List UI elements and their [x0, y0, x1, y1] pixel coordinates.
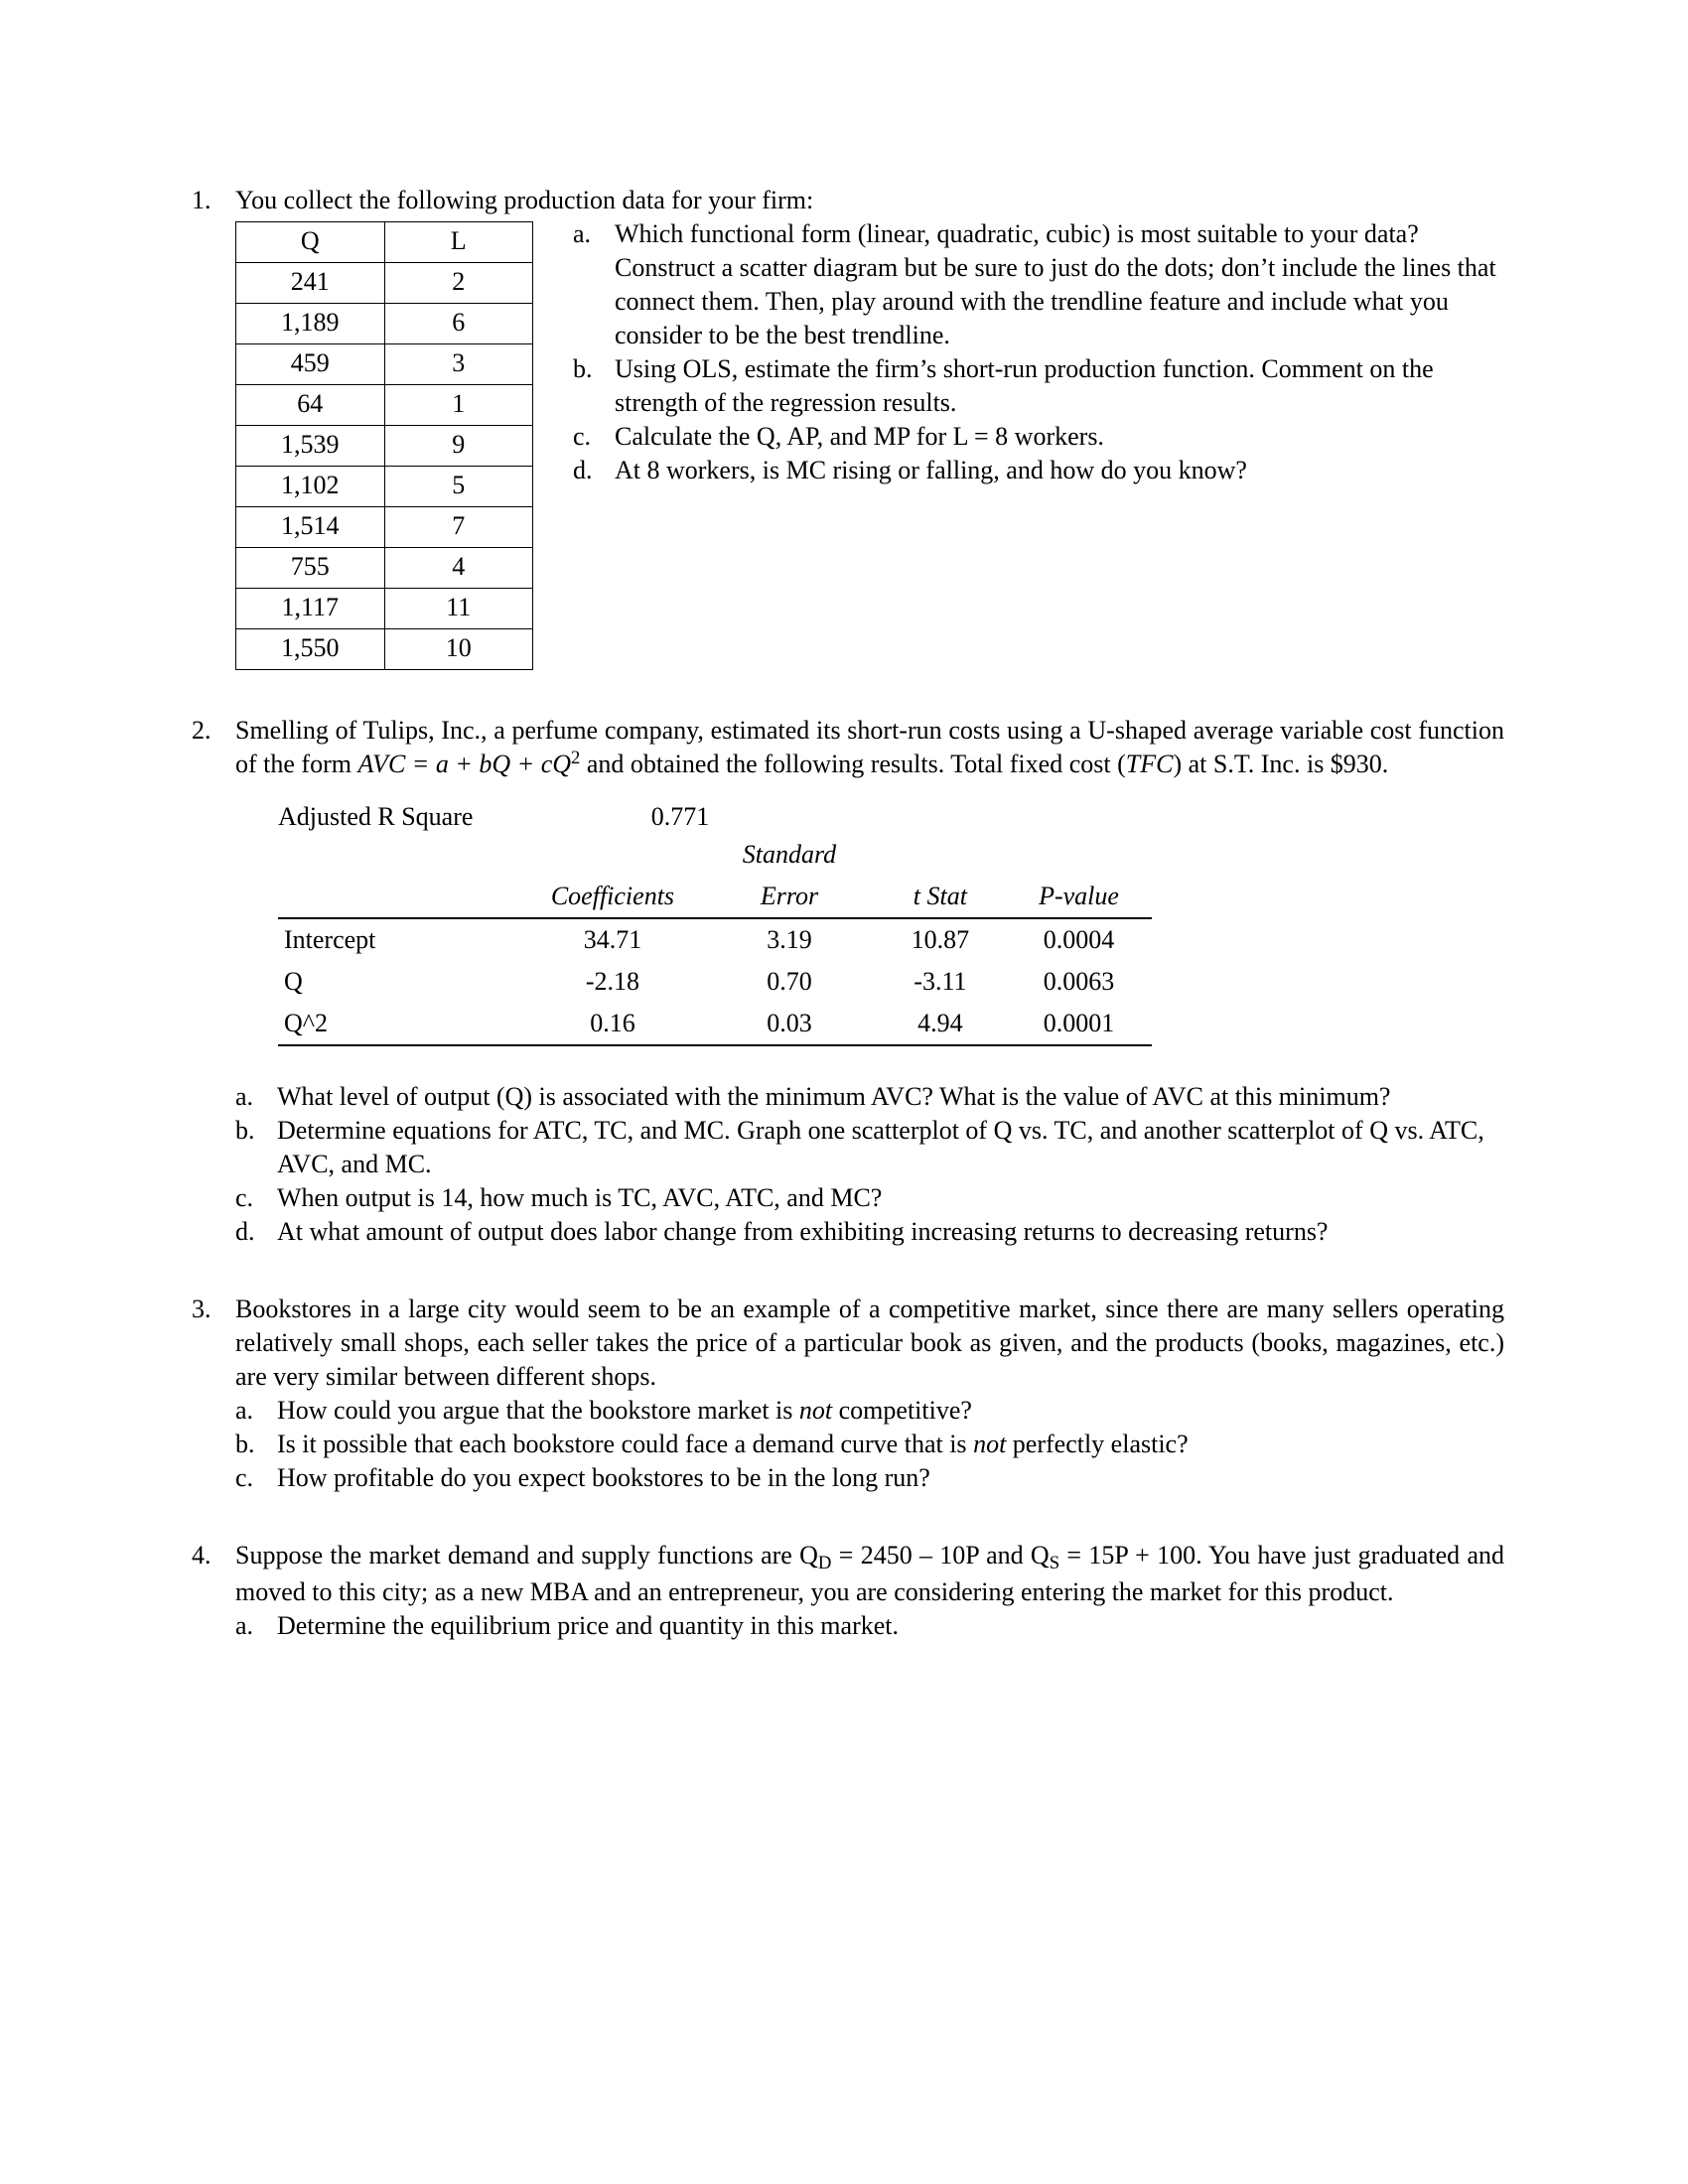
- blank-cell: [521, 834, 704, 876]
- cell-q: 1,514: [236, 507, 385, 548]
- cell-l: 6: [384, 304, 533, 344]
- cell-l: 7: [384, 507, 533, 548]
- blank-cell: [1006, 834, 1152, 876]
- cell-l: 1: [384, 385, 533, 426]
- tfc-italic: TFC: [1125, 750, 1174, 778]
- table-row: [236, 385, 533, 426]
- t-stat: -3.11: [914, 967, 967, 996]
- subpart-3a: [235, 1394, 1504, 1428]
- subpart-text: At 8 workers, is MC rising or falling, and how do you know?: [615, 456, 1247, 484]
- table-header-row: [236, 222, 533, 263]
- question-4-stem-mid: = 2450 – 10P and Q: [831, 1541, 1050, 1570]
- question-4: [184, 1539, 1504, 1609]
- table-row: [236, 344, 533, 385]
- subpart-text: Using OLS, estimate the firm’s short-run production function. Comment on the strength of the regression results.: [615, 354, 1434, 417]
- regression-row-q2: [278, 1003, 1152, 1045]
- row-label: Q: [284, 967, 303, 996]
- coefficient: 34.71: [583, 925, 642, 954]
- subpart-text: [277, 1461, 1504, 1495]
- subpart-3b: [235, 1428, 1504, 1461]
- subpart-3c: [235, 1461, 1504, 1495]
- document-content: [184, 184, 1504, 1643]
- question-3: [184, 1293, 1504, 1394]
- t-stat: 4.94: [875, 1003, 1006, 1045]
- subpart-4a: [235, 1609, 1504, 1643]
- question-4-stem: [235, 1539, 1504, 1609]
- subpart-text: At what amount of output does labor change from exhibiting increasing returns to decreasing returns?: [277, 1217, 1329, 1246]
- subpart-letter: b.: [235, 1116, 255, 1145]
- question-4-stem-pre: Suppose the market demand and supply functions are Q: [235, 1541, 818, 1570]
- subpart-letter: a.: [235, 1611, 254, 1640]
- subpart-text: Calculate the Q, AP, and MP for L = 8 workers.: [615, 422, 1104, 451]
- subpart-text-italic: not: [798, 1396, 833, 1425]
- question-1-stem: You collect the following production data for your firm:: [235, 186, 814, 214]
- cell-l: 5: [384, 467, 533, 507]
- subpart-text: What level of output (Q) is associated with the minimum AVC? What is the value of AVC at this minimum?: [277, 1082, 1391, 1111]
- cell-l: 11: [384, 589, 533, 629]
- standard-error: 3.19: [767, 925, 812, 954]
- col-header-l: L: [384, 222, 533, 263]
- cell-q: 459: [236, 344, 385, 385]
- subpart-text: Determine equations for ATC, TC, and MC. Graph one scatterplot of Q vs. TC, and another scatterplot of Q vs. ATC, AVC, and MC.: [277, 1116, 1484, 1178]
- header-t-stat: t Stat: [875, 876, 1006, 918]
- row-label: Q^2: [278, 1003, 521, 1045]
- subpart-letter: d.: [573, 456, 593, 484]
- p-value: 0.0004: [1043, 925, 1115, 954]
- cell-q: 1,102: [236, 467, 385, 507]
- regression-row-intercept: [278, 918, 1152, 961]
- subpart-text-post: perfectly elastic?: [1006, 1430, 1189, 1458]
- subpart-text: Which functional form (linear, quadratic, cubic) is most suitable to your data? Construct a scatter diagram but be sure to just do the dots; don’t include the lines that connect them. Then, play around with the trendline feature and include what you consider to be the best trendline.: [615, 219, 1496, 349]
- adjusted-r-square-row: [278, 802, 1152, 834]
- regression-results: [278, 802, 1152, 1046]
- header-coefficients: Coefficients: [521, 876, 704, 918]
- subpart-2c: [235, 1181, 1504, 1215]
- subpart-letter: c.: [235, 1183, 254, 1212]
- question-3-stem: Bookstores in a large city would seem to be an example of a competitive market, since there are many sellers operating relatively small shops, each seller takes the price of a particular book as given, and the products (books, magazines, etc.) are very similar between different shops.: [235, 1295, 1504, 1391]
- standard-error: 0.70: [767, 967, 812, 996]
- regression-header-row: [278, 876, 1152, 918]
- question-1: [184, 184, 1504, 217]
- subpart-text: When output is 14, how much is TC, AVC, ATC, and MC?: [277, 1183, 883, 1212]
- cell-l: 3: [384, 344, 533, 385]
- row-label: Intercept: [284, 925, 376, 954]
- table-row: [236, 629, 533, 670]
- table-row: [236, 426, 533, 467]
- table-row: [236, 548, 533, 589]
- p-value: 0.0001: [1006, 1003, 1152, 1045]
- subpart-text-pre: How could you argue that the bookstore market is: [277, 1396, 799, 1425]
- table-row: [236, 263, 533, 304]
- subpart-1a: [573, 217, 1504, 352]
- header-blank: [278, 876, 521, 918]
- subpart-text: [277, 1394, 1504, 1428]
- header-standard: Standard: [742, 840, 837, 869]
- subpart-2a: [235, 1080, 1504, 1114]
- subpart-letter: a.: [235, 1396, 254, 1425]
- subpart-2d: [235, 1215, 1504, 1249]
- blank-cell: [875, 834, 1006, 876]
- question-2-number: 2.: [192, 716, 211, 745]
- question-2-stem-part3: ) at S.T. Inc. is $930.: [1173, 750, 1389, 778]
- subpart-text: [277, 1428, 1504, 1461]
- question-3-number: 3.: [192, 1295, 211, 1323]
- avc-formula: [357, 747, 586, 778]
- subpart-letter: a.: [235, 1082, 254, 1111]
- avc-formula-text: AVC = a + bQ + cQ: [357, 750, 572, 778]
- coefficient: 0.16: [521, 1003, 704, 1045]
- header-error: Error: [704, 876, 875, 918]
- subpart-text-pre: Is it possible that each bookstore could face a demand curve that is: [277, 1430, 974, 1458]
- avc-formula-exponent: 2: [571, 747, 581, 768]
- subpart-text-pre: How profitable do you expect bookstores to be in the long run?: [277, 1463, 930, 1492]
- question-1-number: 1.: [192, 186, 211, 214]
- adjusted-r-square-label: Adjusted R Square: [278, 802, 474, 831]
- cell-l: 10: [384, 629, 533, 670]
- subpart-1c: [573, 420, 1504, 454]
- demand-subscript: D: [817, 1553, 832, 1574]
- subpart-letter: c.: [235, 1463, 254, 1492]
- subpart-text-post: competitive?: [832, 1396, 972, 1425]
- adjusted-r-square-value: 0.771: [650, 802, 710, 831]
- subpart-letter: b.: [573, 354, 593, 383]
- subpart-1b: [573, 352, 1504, 420]
- supply-subscript: S: [1049, 1553, 1060, 1574]
- cell-l: 2: [384, 263, 533, 304]
- subpart-text-italic: not: [973, 1430, 1007, 1458]
- standard-error: 0.03: [704, 1003, 875, 1045]
- cell-l: 9: [384, 426, 533, 467]
- cell-q: 1,550: [236, 629, 385, 670]
- regression-table: [278, 834, 1152, 1046]
- question-3-subparts: [235, 1394, 1504, 1495]
- subpart-1d: [573, 454, 1504, 487]
- regression-row-q: [278, 961, 1152, 1003]
- p-value: 0.0063: [1043, 967, 1115, 996]
- col-header-q: Q: [236, 222, 385, 263]
- table-row: [236, 467, 533, 507]
- cell-q: 1,117: [236, 589, 385, 629]
- blank-cell: [278, 834, 521, 876]
- question-2-stem: [235, 714, 1504, 784]
- table-row: [236, 589, 533, 629]
- cell-l: 4: [384, 548, 533, 589]
- cell-q: 64: [236, 385, 385, 426]
- question-2-stem-part1: Smelling of Tulips, Inc., a perfume company, estimated its short-run costs using a U-shaped average variable cost function of the form: [235, 716, 1504, 778]
- coefficient: -2.18: [585, 967, 640, 996]
- subpart-2b: [235, 1114, 1504, 1181]
- question-2-stem-part2: and obtained the following results. Total fixed cost (: [586, 750, 1126, 778]
- question-2-subparts: [235, 1080, 1504, 1249]
- subpart-letter: a.: [573, 219, 592, 248]
- subpart-letter: b.: [235, 1430, 255, 1458]
- production-data-table: [235, 221, 533, 670]
- regression-header-top-row: [278, 834, 1152, 876]
- question-4-number: 4.: [192, 1541, 211, 1570]
- cell-q: 1,189: [236, 304, 385, 344]
- subpart-letter: c.: [573, 422, 592, 451]
- cell-q: 755: [236, 548, 385, 589]
- t-stat: 10.87: [911, 925, 970, 954]
- question-4-stem-post: = 15P + 100. You have just graduated and moved to this city; as a new MBA and an entrepreneur, you are considering entering the market for this product.: [235, 1541, 1505, 1606]
- subpart-letter: d.: [235, 1217, 255, 1246]
- question-2: [184, 714, 1504, 784]
- table-row: [236, 304, 533, 344]
- table-row: [236, 507, 533, 548]
- header-p-value: P-value: [1006, 876, 1152, 918]
- question-1-row: [184, 217, 1504, 670]
- question-1-subparts: [573, 217, 1504, 487]
- cell-q: 1,539: [236, 426, 385, 467]
- question-4-subparts: [235, 1609, 1504, 1643]
- subpart-text: Determine the equilibrium price and quantity in this market.: [277, 1611, 899, 1640]
- cell-q: 241: [236, 263, 385, 304]
